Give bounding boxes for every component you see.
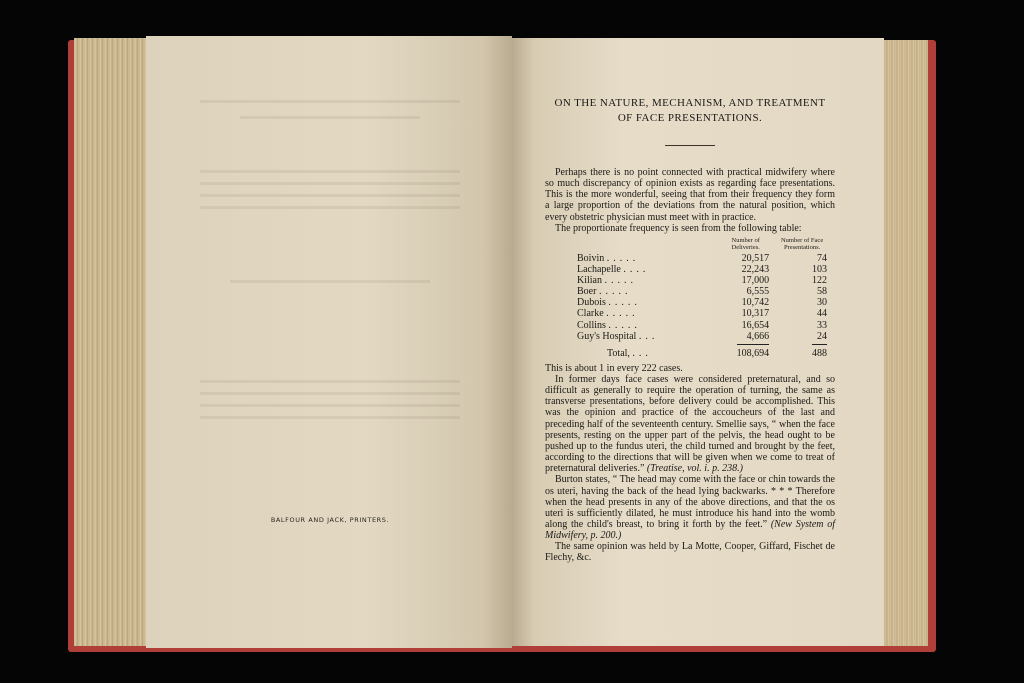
show-through-text [200, 392, 460, 395]
paragraph-3: This is about 1 in every 222 cases. [545, 362, 683, 374]
left-page [146, 36, 512, 648]
show-through-text [200, 380, 460, 383]
row-face: 122 [812, 275, 827, 287]
show-through-text [240, 116, 420, 119]
chapter-title [545, 96, 835, 126]
row-name: Lachapelle [577, 264, 621, 276]
row-deliveries: 17,000 [741, 275, 770, 287]
title-line-1: ON THE NATURE, MECHANISM, AND TREATMENT [554, 97, 826, 109]
header-blank [577, 237, 722, 253]
paragraph-4-citation: (Treatise, vol. i. p. 238.) [646, 463, 743, 475]
table-row: Collins ..... 16,654 33 [577, 320, 835, 331]
row-face: 33 [817, 319, 827, 331]
table-row: Clarke ..... 10,317 44 [577, 308, 835, 319]
paragraph-5 [545, 474, 835, 541]
table-row: Dubois ..... 10,742 30 [577, 297, 835, 308]
frequency-table [577, 237, 835, 359]
table-row: Lachapelle .... 22,243 103 [577, 264, 835, 275]
table-total-row: Total, ... 108,694 488 [577, 342, 835, 359]
show-through-text [200, 182, 460, 185]
paragraph-5-text: Burton states, “ The head may come with the face or chin towards the os uteri, having the back of the head lying backwarks. * * * Therefore when the head presents in any of the above directions, and that the os uteri is sufficiently dilated, he must introduce his hand into the womb along the child's breast, to bring it forth by the feet.” [545, 474, 835, 530]
header-deliveries: Number of Deliveries. [731, 236, 760, 251]
show-through-text [200, 404, 460, 407]
show-through-text [200, 206, 460, 209]
row-name: Boer [577, 286, 597, 298]
paragraph-6: The same opinion was held by La Motte, Cooper, Giffard, Fischet de Flechy, &c. [545, 541, 835, 564]
show-through-text [230, 280, 430, 283]
paragraph-2: The proportionate frequency is seen from the following table: [555, 222, 802, 234]
row-deliveries: 4,666 [746, 330, 770, 342]
show-through-text [200, 170, 460, 173]
row-name: Kilian [577, 275, 602, 287]
row-face: 30 [817, 297, 827, 309]
total-label: Total, [607, 347, 630, 359]
header-face: Number of Face Presentations. [780, 236, 824, 251]
table-row: Kilian ..... 17,000 122 [577, 275, 835, 286]
row-face: 74 [817, 252, 827, 264]
total-deliveries: 108,694 [737, 344, 770, 359]
row-name: Clarke [577, 308, 604, 320]
right-page-content [545, 96, 835, 564]
row-deliveries: 20,517 [741, 252, 770, 264]
paragraph-5-citation: (New System of Midwifery, p. 200.) [545, 518, 836, 542]
paragraph-1: Perhaps there is no point connected with practical midwifery where so much discrepancy of opinion exists as regarding face presentations. This is the more wonderful, seeing that from their frequency they form a large proportion of the deviations from the natural position, which every obstetric physician must meet with in practice. [545, 167, 835, 223]
printer-imprint: BALFOUR AND JACK, PRINTERS. [270, 516, 390, 524]
show-through-text [200, 194, 460, 197]
show-through-text [200, 416, 460, 419]
table-row: Boer ..... 6,555 58 [577, 286, 835, 297]
table-row: Guy's Hospital ... 4,666 24 [577, 331, 835, 342]
row-deliveries: 6,555 [746, 286, 770, 298]
show-through-text [200, 100, 460, 103]
row-deliveries: 10,742 [741, 297, 770, 309]
total-face: 488 [812, 344, 827, 359]
row-name: Dubois [577, 297, 606, 309]
page-edges-right [880, 40, 928, 646]
table-row: Boivin ..... 20,517 74 [577, 253, 835, 264]
row-face: 44 [817, 308, 827, 320]
row-name: Boivin [577, 252, 605, 264]
row-face: 103 [812, 264, 827, 276]
row-deliveries: 16,654 [741, 319, 770, 331]
row-name: Collins [577, 319, 606, 331]
row-deliveries: 22,243 [741, 264, 770, 276]
paragraph-4-text: In former days face cases were considered preternatural, and so difficult as generally to require the operation of turning, the same as transverse presentations, before delivery could be accomplished. This was the opinion and practice of the accoucheurs of the last and preceding half of the seventeenth century. Smellie says, “ when the face presents, resting on the upper part of the pelvis, the head ought to be pushed up to the fundus uteri, the child turned and brought by the feet, according to the directions that will be given when we come to treat of preternatural deliveries.” [545, 373, 835, 475]
page-edges-left [74, 38, 148, 646]
title-rule [665, 145, 715, 146]
row-face: 24 [817, 330, 827, 342]
paragraph-4 [545, 374, 835, 474]
row-face: 58 [817, 286, 827, 298]
row-name: Guy's Hospital [577, 330, 637, 342]
row-deliveries: 10,317 [741, 308, 770, 320]
title-line-2: OF FACE PRESENTATIONS. [617, 112, 763, 124]
